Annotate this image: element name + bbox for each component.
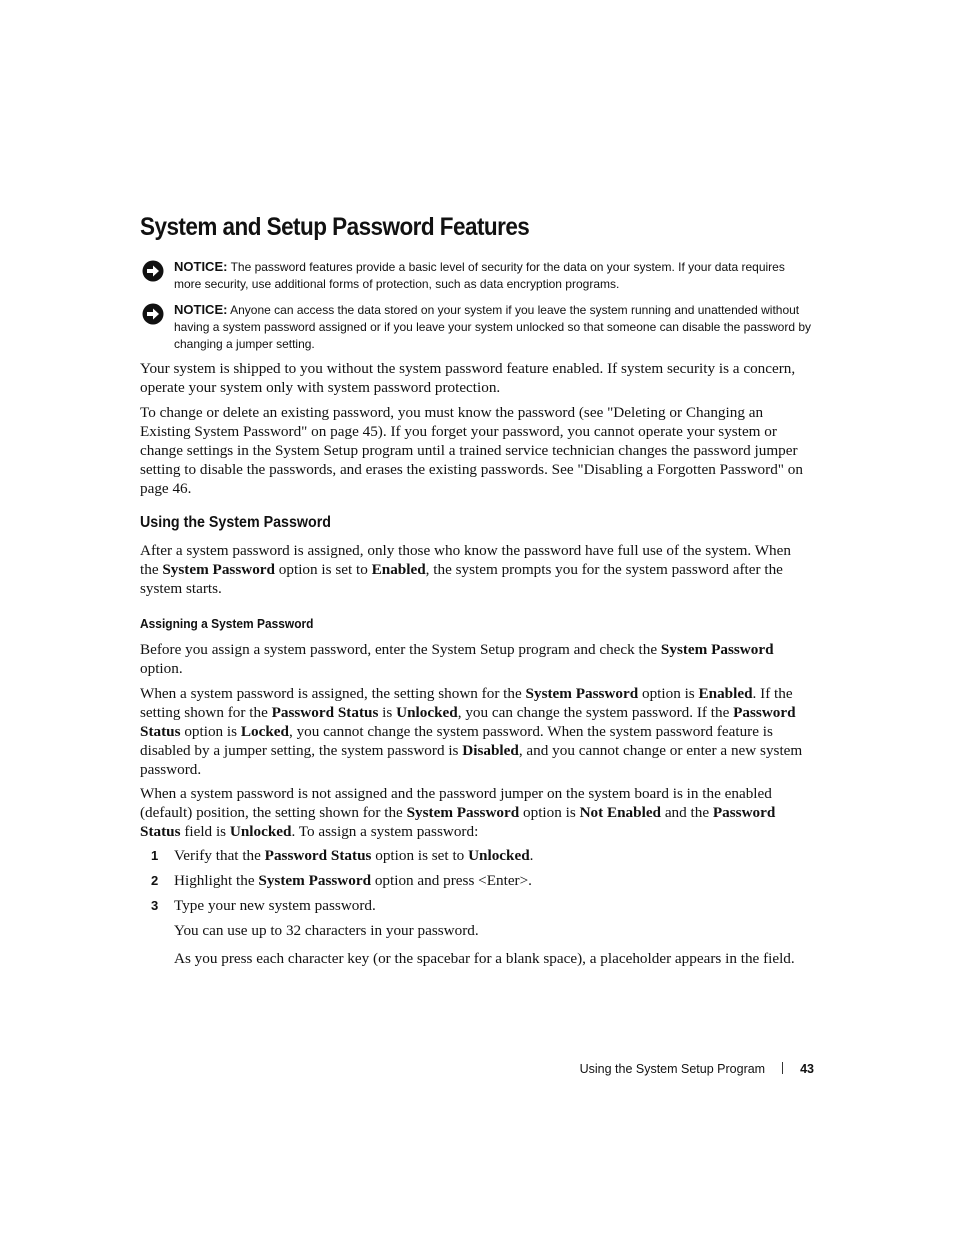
step-number: 2 [151, 873, 159, 888]
page-title: System and Setup Password Features [140, 213, 530, 241]
option-name: System Password [525, 685, 639, 702]
text-run: option is [180, 723, 241, 740]
text-run: . [529, 847, 534, 864]
option-value: Enabled [371, 561, 426, 578]
section-heading: Using the System Password [140, 514, 331, 531]
text-run: . If the setting shown for the [140, 685, 793, 721]
option-value: Not Enabled [579, 804, 662, 821]
step-note: You can use up to 32 characters in your password. [174, 922, 479, 939]
step-text [174, 846, 812, 865]
option-value: Locked [240, 723, 289, 740]
footer-chapter: Using the System Setup Program [579, 1062, 766, 1076]
text-run: field is [180, 823, 230, 840]
text-run: Verify that the [174, 847, 265, 864]
text-run: , and you cannot change or enter a new system password. [140, 742, 803, 778]
option-value: Unlocked [468, 847, 530, 864]
text-run: When a system password is not assigned and the password jumper on the system board is in the enabled (default) position, the setting shown for the [140, 785, 772, 821]
text-run: option is [519, 804, 580, 821]
option-name: Password Status [271, 704, 379, 721]
subsection-paragraph [140, 684, 812, 779]
text-run: After a system password is assigned, only those who know the password have full use of the system. When the [140, 542, 791, 578]
option-value: Unlocked [229, 823, 292, 840]
notice-body: Anyone can access the data stored on your system if you leave the system running and unattended without having a system password assigned or if you leave your system unlocked so that someone can disable the password by changing a jumper setting. [174, 303, 812, 351]
text-run: Type your new system password. [174, 897, 376, 914]
notice-icon [142, 260, 164, 282]
list-item [140, 871, 812, 890]
footer-divider [782, 1062, 783, 1074]
text-run: option is set to [275, 561, 372, 578]
page-number: 43 [800, 1062, 814, 1076]
notice-text [174, 301, 812, 353]
page-footer [0, 1062, 814, 1076]
option-name: Password Status [264, 847, 372, 864]
text-run: When a system password is assigned, the setting shown for the [140, 685, 526, 702]
text-run: Before you assign a system password, enter the System Setup program and check the [140, 641, 661, 658]
text-run: and the [661, 804, 713, 821]
step-text [174, 896, 812, 915]
intro-paragraph: To change or delete an existing password, you must know the password (see "Deleting or Changing an Existing System Password" on page 45). If you forget your password, you cannot operate your system or change settings in the System Setup program until a trained service technician changes the password jumper setting to disable the passwords, and erases the existing passwords. See "Disabling a Forgotten Password" on page 46. [140, 404, 803, 497]
option-name: System Password [406, 804, 520, 821]
option-value: Disabled [462, 742, 519, 759]
list-item [140, 846, 812, 865]
intro-paragraph: Your system is shipped to you without the system password feature enabled. If system security is a concern, operate your system only with system password protection. [140, 360, 796, 396]
text-run: option and press <Enter>. [371, 872, 532, 889]
subsection-heading: Assigning a System Password [140, 616, 314, 631]
text-run: , you can change the system password. If the [457, 704, 734, 721]
notice-text [174, 258, 812, 293]
step-note: As you press each character key (or the spacebar for a blank space), a placeholder appears in the field. [174, 950, 795, 967]
step-number: 1 [151, 848, 159, 863]
text-run: option is [638, 685, 699, 702]
notice-body: The password features provide a basic level of security for the data on your system. If your data requires more security, use additional forms of protection, such as data encryption programs. [174, 260, 785, 291]
text-run: option. [140, 660, 183, 677]
subsection-paragraph [140, 640, 812, 678]
step-text [174, 871, 812, 890]
text-run: option is set to [371, 847, 469, 864]
notice-label: NOTICE: [174, 302, 228, 317]
text-run: , you cannot change the system password. When the system password feature is disabled by a jumper setting, the system password is [140, 723, 773, 759]
text-run: . To assign a system password: [291, 823, 479, 840]
text-run: Highlight the [174, 872, 259, 889]
option-name: System Password [660, 641, 774, 658]
option-value: Unlocked [396, 704, 458, 721]
subsection-paragraph [140, 784, 812, 841]
option-name: Password Status [140, 704, 796, 740]
section-paragraph [140, 541, 812, 598]
notice-label: NOTICE: [174, 259, 228, 274]
notice-block [140, 258, 812, 293]
option-name: System Password [162, 561, 275, 578]
text-run: is [378, 704, 397, 721]
notice-block [140, 301, 812, 353]
step-number: 3 [151, 898, 159, 913]
option-name: Password Status [140, 804, 776, 840]
option-name: System Password [258, 872, 372, 889]
text-run: , the system prompts you for the system password after the system starts. [140, 561, 783, 597]
notice-icon [142, 303, 164, 325]
option-value: Enabled [698, 685, 753, 702]
list-item [140, 896, 812, 915]
